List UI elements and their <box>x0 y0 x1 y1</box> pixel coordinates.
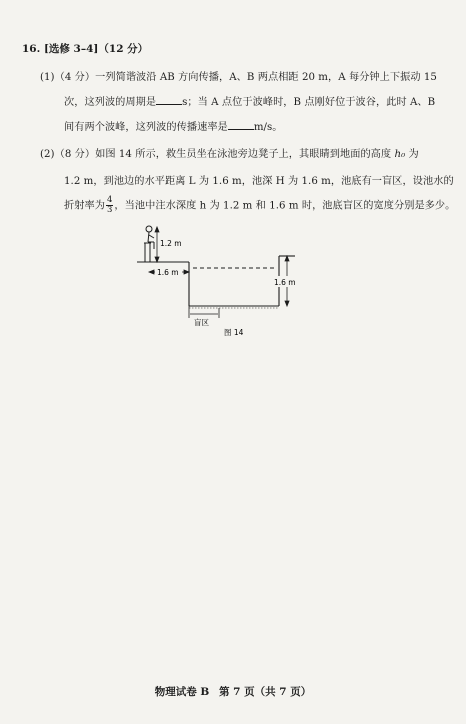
part1-line3-a: 间有两个波峰，这列波的传播速率是 <box>64 122 228 133</box>
question-tag: [选修 3–4] <box>43 43 99 55</box>
part1-line2 <box>64 93 435 108</box>
part2-line1 <box>40 145 419 160</box>
answer-blank-speed <box>228 120 254 130</box>
fraction-denominator: 3 <box>106 205 113 215</box>
question-header <box>22 41 148 56</box>
pool-diagram <box>135 222 305 342</box>
label-distance-1-6m: 1.6 m <box>157 268 179 277</box>
lifeguard-head <box>146 226 152 232</box>
figure-14 <box>135 222 305 342</box>
question-number: 16. <box>22 43 41 55</box>
label-blind-zone: 盲区 <box>194 318 209 327</box>
part2-line2: 1.2 m，到池边的水平距离 L 为 1.6 m，池深 H 为 1.6 m，池底有一盲区，设池水的 <box>64 176 454 187</box>
page-footer <box>0 684 466 699</box>
part1-line3-b: m/s。 <box>253 122 283 133</box>
part1-line2-b: s；当 A 点位于波峰时，B 点刚好位于波谷，此时 A、B <box>182 97 436 108</box>
part2-line3-b: ，当池中注水深度 h 为 1.2 m 和 1.6 m 时，池底盲区的宽度分别是多少。 <box>114 200 456 212</box>
part1-line3 <box>64 118 283 133</box>
fraction-numerator: 4 <box>106 195 113 205</box>
refractive-index-fraction <box>106 196 113 215</box>
label-height-1-2m: 1.2 m <box>160 239 182 248</box>
answer-blank-period <box>156 95 182 105</box>
part2-line1-b: 为 <box>408 149 419 160</box>
lifeguard-figure <box>144 226 154 262</box>
footer-subject: 物理试卷 B <box>154 686 210 698</box>
part2-line1-a: (2)（8 分）如图 14 所示，救生员坐在泳池旁边凳子上，其眼睛到地面的高度 <box>40 149 392 160</box>
label-depth-1-6m: 1.6 m <box>274 278 296 287</box>
figure-caption: 图 14 <box>224 328 244 337</box>
part1-line1: (1)（4 分）一列简谐波沿 AB 方向传播，A、B 两点相距 20 m，A 每分钟上下振动 15 <box>40 72 437 83</box>
question-points: （12 分） <box>98 43 149 55</box>
footer-page: 第 7 页（共 7 页） <box>218 686 312 698</box>
part2-line3 <box>64 196 455 215</box>
height-dimension <box>155 227 159 262</box>
part1-line2-a: 次，这列波的周期是 <box>64 97 157 108</box>
part2-line3-a: 折射率为 <box>64 200 105 212</box>
var-h0: h₀ <box>394 149 406 160</box>
